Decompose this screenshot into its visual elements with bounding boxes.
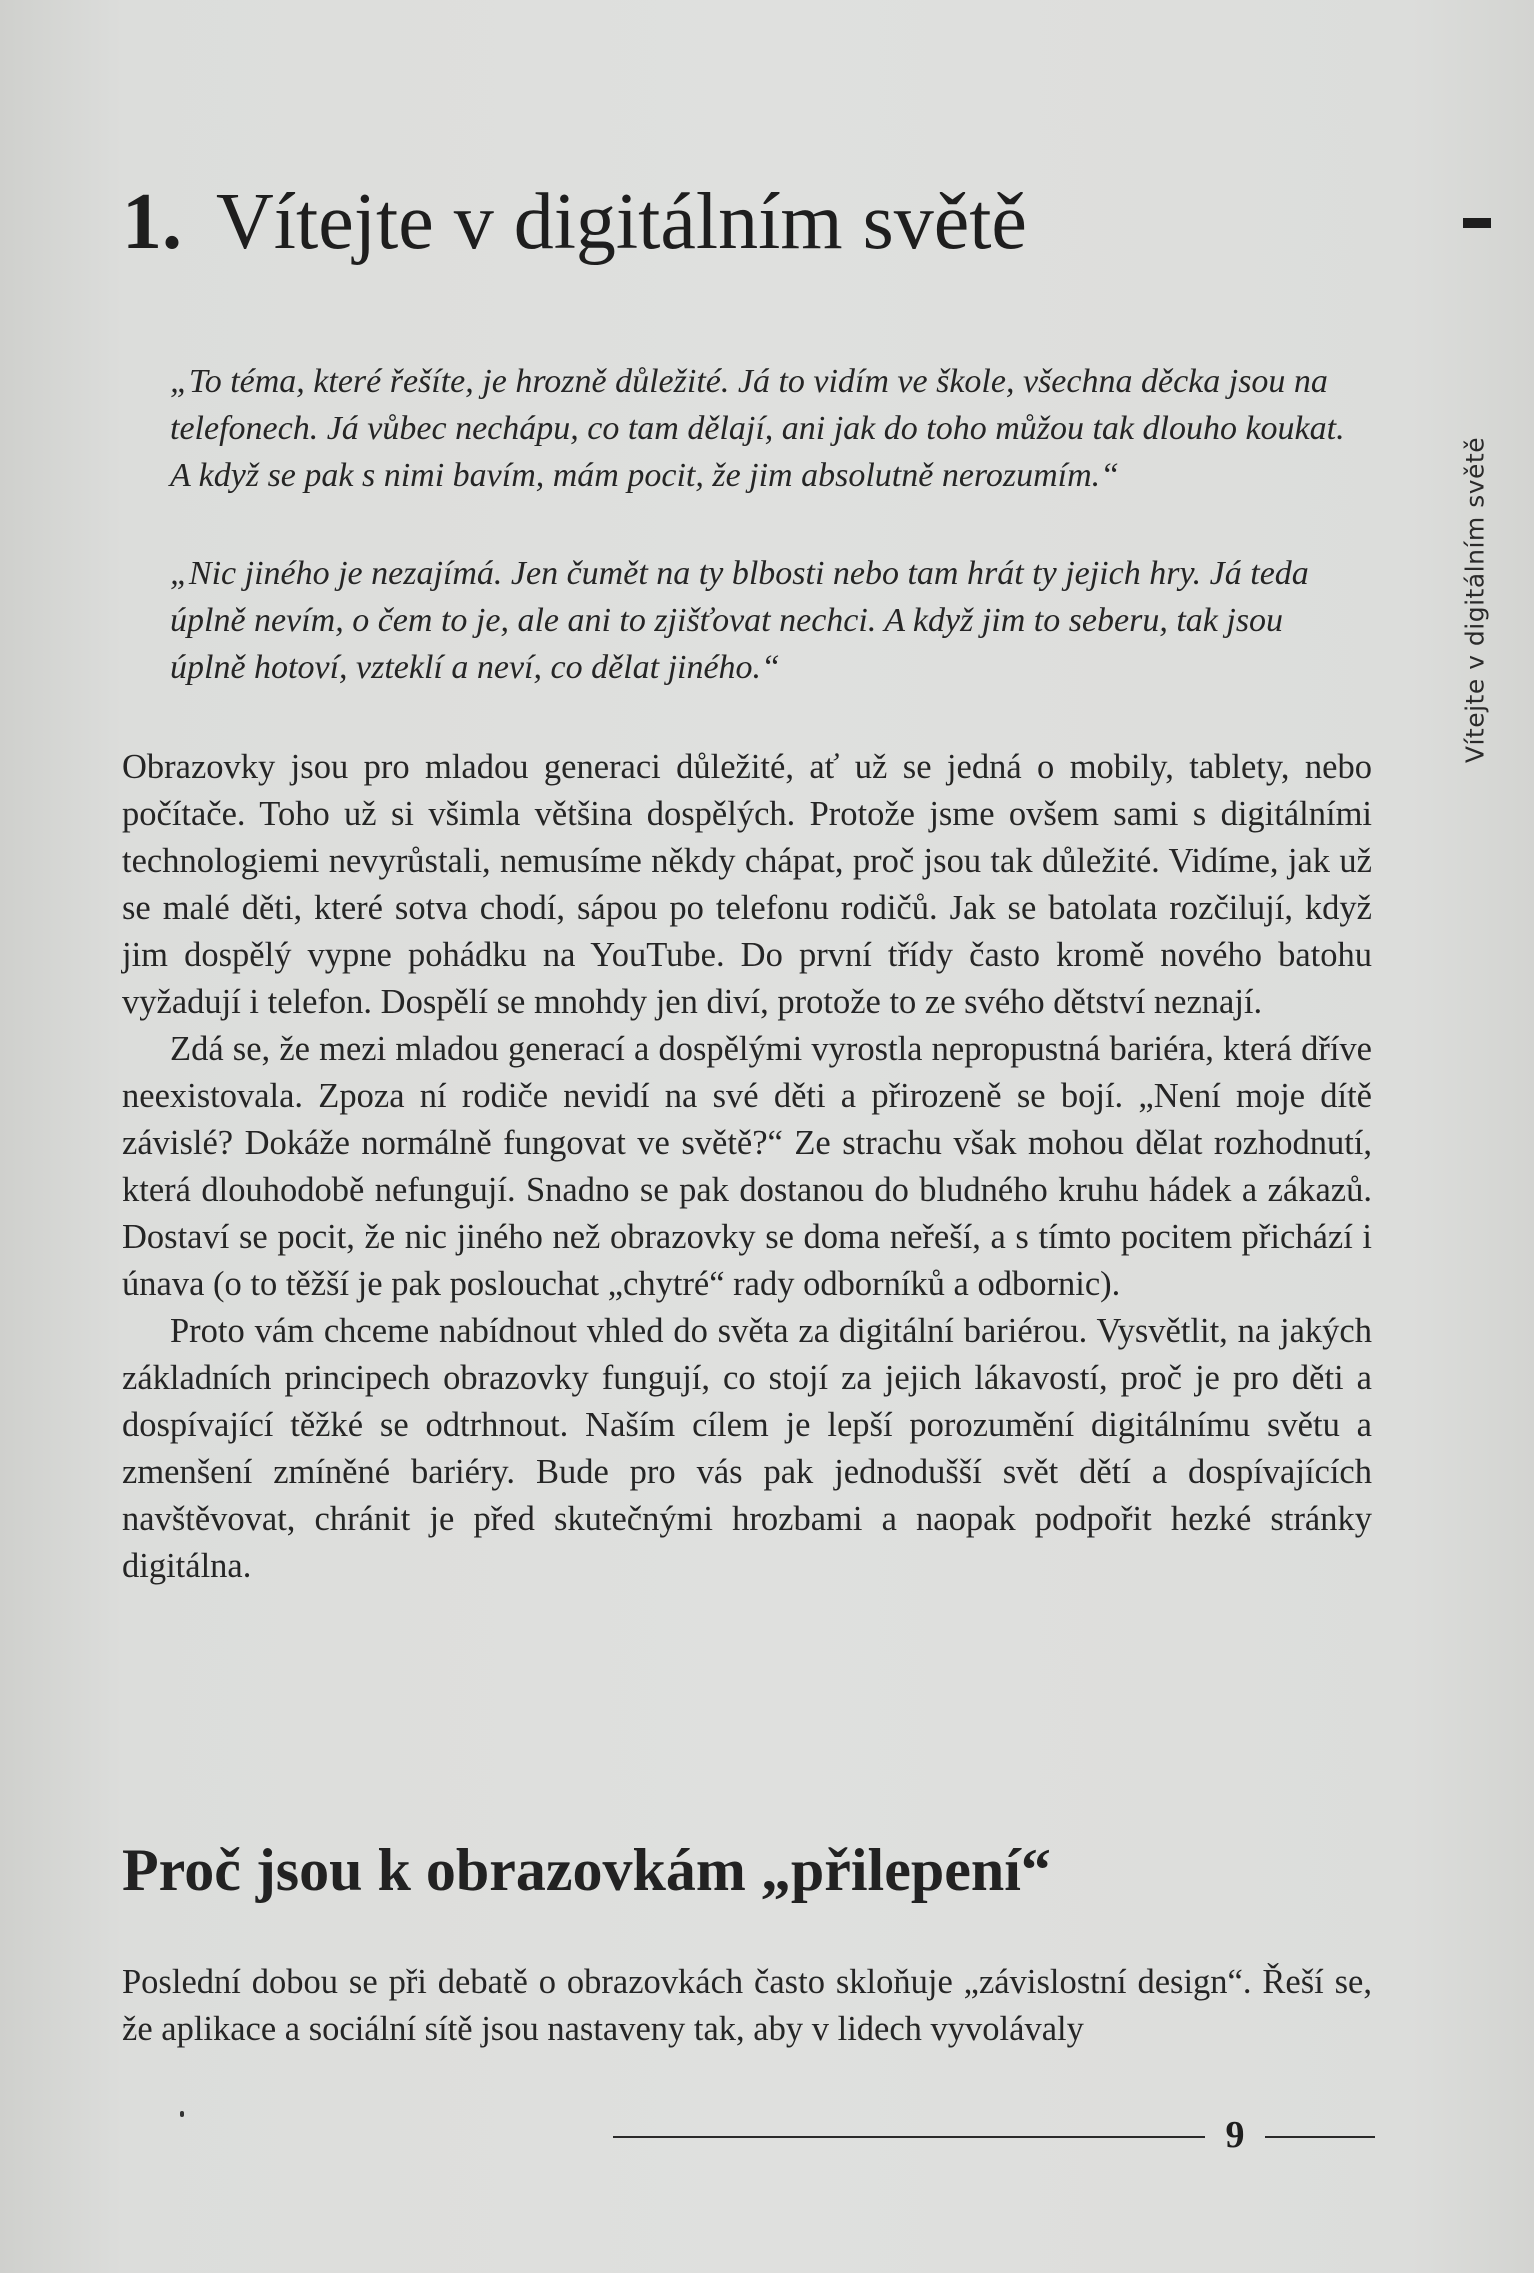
footer-rule-left bbox=[613, 2136, 1205, 2138]
section-heading: Proč jsou k obrazovkám „přilepení“ bbox=[122, 1837, 1051, 1903]
chapter-marker-bar bbox=[1463, 218, 1491, 228]
epigraph-quote-2: „Nic jiného je nezajímá. Jen čumět na ty blbosti nebo tam hrát ty jejich hry. Já teda úplně nevím, o čem to je, ale ani to zjišťovat nechci. A když jim to seberu, tak jsou úplně hotoví, vzteklí a neví, co dělat jiného.“ bbox=[170, 555, 1309, 686]
section-body bbox=[122, 1959, 1372, 2053]
epigraph-quote-1: „To téma, které řešíte, je hrozně důležité. Já to vidím ve škole, všechna děcka jsou na telefonech. Já vůbec nechápu, co tam dělají, ani jak do toho můžou tak dlouho koukat. A když se pak s nimi bavím, mám pocit, že jim absolutně nerozumím.“ bbox=[170, 363, 1345, 494]
chapter-number: 1. bbox=[122, 178, 182, 266]
chapter-title bbox=[122, 172, 1027, 272]
footer-rule-right bbox=[1265, 2136, 1375, 2138]
running-header: Vítejte v digitálním světě bbox=[1460, 436, 1490, 764]
page-number: 9 bbox=[1225, 2114, 1245, 2156]
paragraph-2: Zdá se, že mezi mladou generací a dospělými vyrostla nepropustná bariéra, která dříve neexistovala. Zpoza ní rodiče nevidí na své děti a přirozeně se bojí. „Není moje dítě závislé? Dokáže normálně fungovat ve světě?“ Ze strachu však mohou dělat rozhodnutí, která dlouhodobě nefungují. Snadno se pak dostanou do bludného kruhu hádek a zákazů. Dostaví se pocit, že nic jiného než obrazovky se doma neřeší, a s tímto pocitem přichází i únava (o to těžší je pak poslouchat „chytré“ rady odborníků a odbornic). bbox=[122, 1030, 1372, 1303]
chapter-title-text: Vítejte v digitálním světě bbox=[216, 178, 1027, 266]
paragraph-1: Obrazovky jsou pro mladou generaci důležité, ať už se jedná o mobily, tablety, nebo počítače. Toho už si všimla většina dospělých. Protože jsme ovšem sami s digitálními technologiemi nevyrůstali, nemusíme někdy chápat, proč jsou tak důležité. Vidíme, jak už se malé děti, které sotva chodí, sápou po telefonu rodičů. Jak se batolata rozčilují, když jim dospělý vypne pohádku na YouTube. Do první třídy často kromě nového batohu vyžadují i telefon. Dospělí se mnohdy jen diví, protože to ze svého dětství neznají. bbox=[122, 748, 1372, 1021]
paragraph-3: Proto vám chceme nabídnout vhled do světa za digitální bariérou. Vysvětlit, na jakých základních principech obrazovky fungují, co stojí za jejich lákavostí, proč je pro děti a dospívající těžké se odtrhnout. Naším cílem je lepší porozumění digitálnímu světu a zmenšení zmíněné bariéry. Bude pro vás pak jednodušší svět dětí a dospívajících navštěvovat, chránit je před skutečnými hrozbami a naopak podpořit hezké stránky digitálna. bbox=[122, 1312, 1372, 1585]
page-speck bbox=[180, 2111, 184, 2117]
body-text bbox=[122, 744, 1372, 1590]
section-paragraph: Poslední dobou se při debatě o obrazovkách často skloňuje „závislostní design“. Řeší se, že aplikace a sociální sítě jsou nastaveny tak, aby v lidech vyvolávaly bbox=[122, 1963, 1372, 2048]
